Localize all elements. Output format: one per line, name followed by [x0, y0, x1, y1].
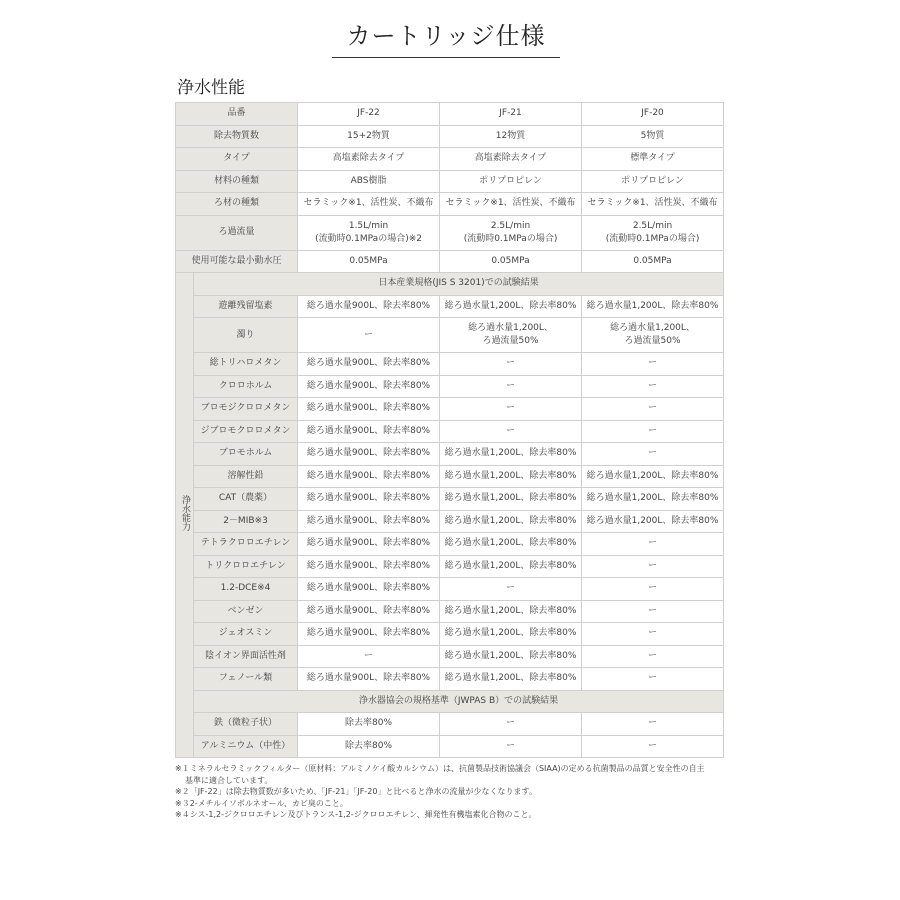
footnote: ※２「JF-22」は除去物質数が多いため、「JF-21」「JF-20」と比べると浄水の流量が少なくなります。 [175, 787, 537, 796]
value-cell: 総ろ過水量1,200L、除去率80% [440, 510, 582, 533]
row-label: 1.2-DCE※4 [194, 578, 298, 601]
value-cell: JF-20 [582, 103, 724, 126]
value-cell [298, 215, 440, 250]
table-row [176, 353, 724, 376]
value-cell: 総ろ過水量1,200L、除去率80% [440, 533, 582, 556]
row-label: アルミニウム（中性） [194, 735, 298, 758]
row-label: ろ過流量 [176, 215, 298, 250]
row-label: 総トリハロメタン [194, 353, 298, 376]
row-label: CAT（農薬） [194, 488, 298, 511]
table-row [176, 148, 724, 171]
footnote: ※３2-メチルイソボルネオール、カビ臭のこと。 [175, 798, 348, 808]
value-cell: 総ろ過水量900L、除去率80% [298, 555, 440, 578]
table-row [176, 318, 724, 353]
table-row [176, 193, 724, 216]
value-cell: ポリプロピレン [582, 170, 724, 193]
value-line: ろ過流量50% [624, 336, 681, 346]
value-cell: ー [582, 645, 724, 668]
value-cell: ー [582, 443, 724, 466]
table-row [176, 420, 724, 443]
table-row [176, 295, 724, 318]
value-cell: 標準タイプ [582, 148, 724, 171]
row-label: トリクロロエチレン [194, 555, 298, 578]
row-label: ブロモジクロロメタン [194, 398, 298, 421]
table-row [176, 488, 724, 511]
row-label: 遊離残留塩素 [194, 295, 298, 318]
value-cell: 総ろ過水量900L、除去率80% [298, 443, 440, 466]
row-label: 2－MIB※3 [194, 510, 298, 533]
table-row [176, 398, 724, 421]
value-cell: 総ろ過水量1,200L、除去率80% [440, 645, 582, 668]
value-cell: 総ろ過水量1,200L、除去率80% [440, 555, 582, 578]
table-row [176, 510, 724, 533]
row-label: 材料の種類 [176, 170, 298, 193]
table-row [176, 623, 724, 646]
value-cell: ー [582, 398, 724, 421]
value-cell: セラミック※1、活性炭、不織布 [440, 193, 582, 216]
value-cell [440, 318, 582, 353]
section-header: 浄水器協会の規格基準（JWPAS B）での試験結果 [194, 690, 724, 713]
value-cell: ー [582, 735, 724, 758]
row-label: 除去物質数 [176, 125, 298, 148]
value-cell: 12物質 [440, 125, 582, 148]
value-cell: 総ろ過水量900L、除去率80% [298, 600, 440, 623]
table-row [176, 555, 724, 578]
value-cell: 総ろ過水量1,200L、除去率80% [440, 443, 582, 466]
section-header-row [176, 273, 724, 296]
table-row [176, 600, 724, 623]
value-cell: 総ろ過水量900L、除去率80% [298, 375, 440, 398]
value-cell: ー [582, 600, 724, 623]
value-line: ろ過流量50% [482, 336, 539, 346]
value-cell: ー [582, 353, 724, 376]
table-row [176, 125, 724, 148]
value-cell: 総ろ過水量1,200L、除去率80% [582, 510, 724, 533]
value-cell: ー [298, 318, 440, 353]
value-cell: ー [440, 375, 582, 398]
value-cell: JF-21 [440, 103, 582, 126]
value-line: 総ろ過水量1,200L、 [610, 323, 695, 333]
table-row [176, 465, 724, 488]
value-cell: 総ろ過水量900L、除去率80% [298, 295, 440, 318]
table-row [176, 533, 724, 556]
value-cell: 総ろ過水量1,200L、除去率80% [440, 668, 582, 691]
row-label: テトラクロロエチレン [194, 533, 298, 556]
value-cell: ー [440, 735, 582, 758]
table-row [176, 645, 724, 668]
table-row [176, 170, 724, 193]
footnotes [175, 763, 735, 821]
section-header-row [176, 690, 724, 713]
value-cell: セラミック※1、活性炭、不織布 [582, 193, 724, 216]
value-cell: ー [582, 533, 724, 556]
row-label: タイプ [176, 148, 298, 171]
row-label: フェノール類 [194, 668, 298, 691]
value-line: 総ろ過水量1,200L、 [468, 323, 553, 333]
section-header: 日本産業規格(JIS S 3201)での試験結果 [194, 273, 724, 296]
value-cell [582, 215, 724, 250]
table-row [176, 375, 724, 398]
value-line: (流動時0.1MPaの場合) [605, 233, 700, 244]
value-cell: ABS樹脂 [298, 170, 440, 193]
value-cell: 総ろ過水量1,200L、除去率80% [440, 295, 582, 318]
value-cell: ー [582, 555, 724, 578]
footnote: 基準に適合しています。 [185, 775, 273, 785]
value-cell: 除去率80% [298, 713, 440, 736]
value-cell: 総ろ過水量1,200L、除去率80% [582, 488, 724, 511]
value-cell: ー [440, 420, 582, 443]
value-cell: JF-22 [298, 103, 440, 126]
table-row [176, 215, 724, 250]
value-cell: 総ろ過水量1,200L、除去率80% [440, 465, 582, 488]
value-line: 1.5L/min [348, 220, 389, 231]
value-cell: 総ろ過水量900L、除去率80% [298, 420, 440, 443]
side-label: 浄水能力 [180, 494, 190, 531]
row-label: 品番 [176, 103, 298, 126]
value-cell: 総ろ過水量900L、除去率80% [298, 510, 440, 533]
value-cell: ー [582, 578, 724, 601]
value-cell [440, 215, 582, 250]
value-cell: 総ろ過水量1,200L、除去率80% [582, 295, 724, 318]
row-label: 陰イオン界面活性剤 [194, 645, 298, 668]
value-cell: ポリプロピレン [440, 170, 582, 193]
row-label: クロロホルム [194, 375, 298, 398]
value-cell: 高塩素除去タイプ [440, 148, 582, 171]
value-cell: ー [440, 578, 582, 601]
row-label: 使用可能な最小動水圧 [176, 250, 298, 273]
title-block [332, 18, 560, 58]
row-label: ベンゼン [194, 600, 298, 623]
value-cell: 総ろ過水量900L、除去率80% [298, 668, 440, 691]
value-cell: ー [582, 623, 724, 646]
value-cell: ー [582, 668, 724, 691]
value-cell: 高塩素除去タイプ [298, 148, 440, 171]
table-row [176, 578, 724, 601]
title-underline [332, 57, 560, 58]
value-cell: 除去率80% [298, 735, 440, 758]
table-row [176, 250, 724, 273]
value-line: (流動時0.1MPaの場合)※2 [315, 233, 422, 244]
value-cell: 総ろ過水量1,200L、除去率80% [440, 600, 582, 623]
value-cell: 総ろ過水量900L、除去率80% [298, 353, 440, 376]
value-cell: 0.05MPa [440, 250, 582, 273]
value-cell: ー [440, 398, 582, 421]
value-line: 2.5L/min [490, 220, 531, 231]
value-cell: 総ろ過水量900L、除去率80% [298, 488, 440, 511]
row-label: ブロモホルム [194, 443, 298, 466]
value-cell: ー [298, 645, 440, 668]
table-row [176, 443, 724, 466]
page-title: カートリッジ仕様 [346, 22, 546, 50]
value-cell: 15+2物質 [298, 125, 440, 148]
value-cell: セラミック※1、活性炭、不織布 [298, 193, 440, 216]
value-cell: 総ろ過水量1,200L、除去率80% [440, 488, 582, 511]
value-cell: ー [582, 713, 724, 736]
section-title: 浄水性能 [177, 78, 245, 98]
value-cell: ー [582, 420, 724, 443]
spec-table [175, 102, 724, 758]
value-cell: 0.05MPa [298, 250, 440, 273]
value-cell: ー [582, 375, 724, 398]
table-row [176, 713, 724, 736]
footnote: ※４シス-1,2-ジクロロエチレン及びトランス-1,2-ジクロロエチレン、揮発性有機塩素化合物のこと。 [175, 810, 537, 819]
row-label: 溶解性鉛 [194, 465, 298, 488]
value-cell: ー [440, 353, 582, 376]
value-cell: 総ろ過水量900L、除去率80% [298, 533, 440, 556]
value-cell: 総ろ過水量900L、除去率80% [298, 398, 440, 421]
value-cell [582, 318, 724, 353]
value-cell: 総ろ過水量900L、除去率80% [298, 465, 440, 488]
table-row [176, 668, 724, 691]
value-cell: 総ろ過水量1,200L、除去率80% [582, 465, 724, 488]
table-row [176, 735, 724, 758]
footnote: ※１ミネラルセラミックフィルター（原材料：アルミノケイ酸カルシウム）は、抗菌製品技術協議会（SIAA)の定める抗菌製品の品質と安全性の自主 [175, 764, 705, 773]
value-line: (流動時0.1MPaの場合) [463, 233, 558, 244]
value-cell: 総ろ過水量1,200L、除去率80% [440, 623, 582, 646]
table-row [176, 103, 724, 126]
row-label: 濁り [194, 318, 298, 353]
value-cell: 5物質 [582, 125, 724, 148]
row-label: 鉄（微粒子状） [194, 713, 298, 736]
row-label: ジェオスミン [194, 623, 298, 646]
value-cell: 0.05MPa [582, 250, 724, 273]
value-cell: 総ろ過水量900L、除去率80% [298, 578, 440, 601]
value-cell: ー [440, 713, 582, 736]
side-label-cell [176, 273, 194, 758]
row-label: ろ材の種類 [176, 193, 298, 216]
value-cell: 総ろ過水量900L、除去率80% [298, 623, 440, 646]
row-label: ジブロモクロロメタン [194, 420, 298, 443]
value-line: 2.5L/min [632, 220, 673, 231]
